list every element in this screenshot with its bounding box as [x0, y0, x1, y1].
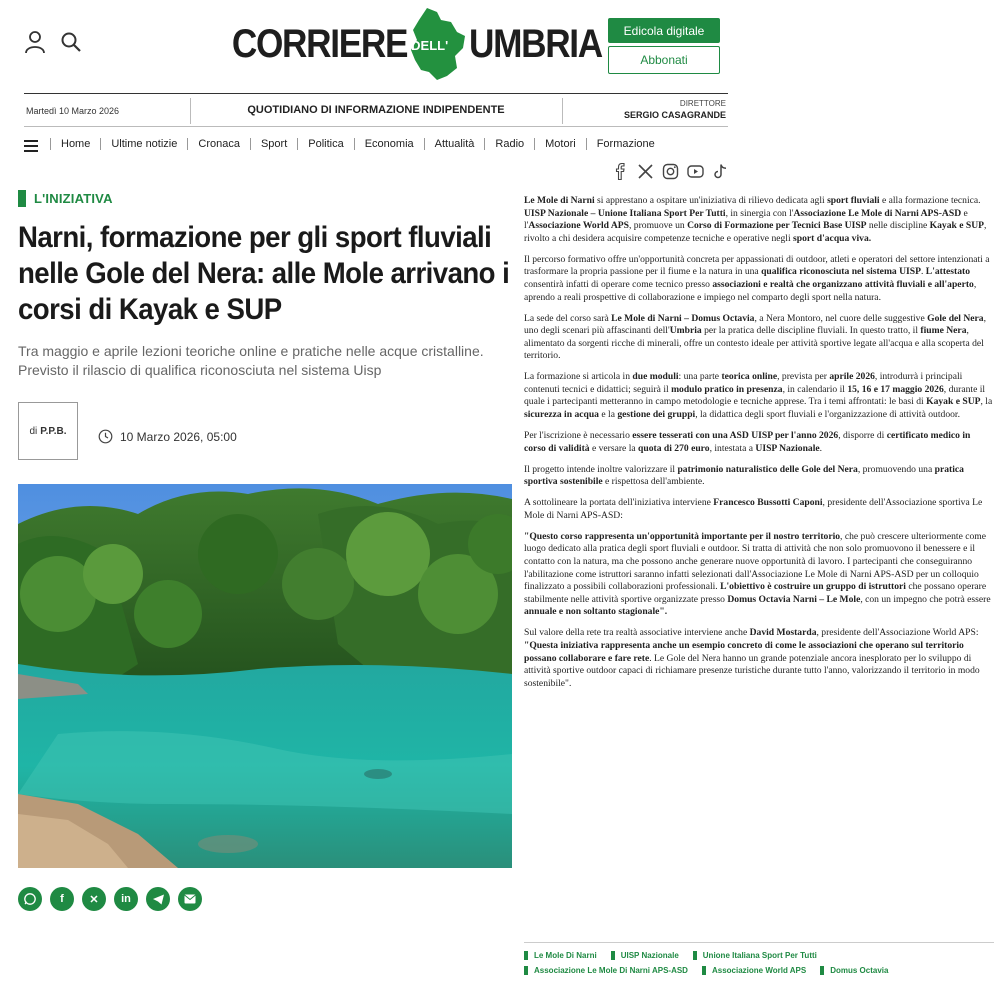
body-text: nelle discipline: [866, 220, 930, 232]
bold-text: UISP Nazionale: [755, 442, 820, 454]
body-text: si apprestano a ospitare un'iniziativa di rilievo dedicata agli: [594, 195, 828, 206]
whatsapp-icon[interactable]: [18, 887, 42, 911]
article-photo[interactable]: [18, 484, 512, 868]
body-text: , la: [980, 396, 993, 408]
body-text: , durante il quale i partecipanti metteranno in campo metodologie e tecniche apprese. Tra i temi affrontati: le basi di: [524, 383, 986, 408]
body-text: che possano operare stabilmente nelle attività sportive organizzate presso: [524, 581, 987, 605]
body-text: e alla formazione tecnica.: [879, 195, 981, 206]
tag-list: [524, 942, 994, 975]
body-text: Il percorso formativo offre un'opportunità concreta per appassionati di outdoor, atleti e operatori del settore intenzionati a trasformare la propria passione per il fiume e la natura in una: [524, 253, 990, 278]
bold-text: due moduli: [632, 371, 679, 383]
nav-item-radio[interactable]: Radio: [484, 138, 534, 150]
author-box[interactable]: [18, 402, 78, 460]
body-text: A sottolineare la portata dell'iniziativa interviene: [524, 497, 714, 509]
tag-link[interactable]: Domus Octavia: [820, 966, 888, 975]
nav-item-economia[interactable]: Economia: [354, 138, 424, 150]
bold-text: gestione dei gruppi: [617, 409, 696, 421]
body-text: , introdurrà i principali contenuti tecnici e didattici; seguirà il: [524, 371, 963, 395]
tagline: QUOTIDIANO DI INFORMAZIONE INDIPENDENTE: [247, 104, 505, 116]
body-text: , in sinergia con l': [725, 207, 794, 219]
body-text: , uno degli scenari più affascinanti dell': [524, 312, 987, 337]
body-text: , in calendario il: [782, 383, 848, 395]
facebook-icon[interactable]: f: [50, 887, 74, 911]
youtube-icon[interactable]: [687, 163, 704, 180]
body-text: , rivolto a chi desidera acquisire competenze tecniche e operative negli: [524, 220, 987, 244]
linkedin-icon[interactable]: in: [114, 887, 138, 911]
body-text: , aprendo a reali prospettive di collaborazione e impiego nel comparto degli sport nella natura.: [524, 278, 977, 303]
body-text: , a Nera Montoro, nel cuore delle suggestive: [754, 312, 928, 324]
umbria-shape-icon: [407, 6, 469, 82]
body-text: La formazione si articola in: [524, 371, 633, 383]
clock-icon: [98, 429, 113, 444]
body-text: Il progetto intende inoltre valorizzare il: [524, 463, 678, 475]
kicker-text: L'INIZIATIVA: [34, 191, 113, 206]
director-info: [624, 99, 726, 120]
publish-date-text: 10 Marzo 2026, 05:00: [120, 429, 237, 444]
article-paragraph: [524, 497, 994, 522]
body-text: Per l'iscrizione è necessario: [524, 430, 633, 442]
body-text: , prevista per: [777, 371, 830, 383]
bold-text: Associazione Le Mole di Narni APS-ASD: [793, 207, 962, 219]
article-kicker: [18, 190, 113, 207]
current-date: Martedì 10 Marzo 2026: [26, 106, 120, 116]
body-text: .: [819, 442, 823, 454]
body-text: : una parte: [678, 371, 722, 383]
bold-text: Francesco Bussotti Caponi: [713, 497, 823, 509]
body-text: e rispettosa dell'ambiente.: [602, 476, 705, 488]
body-text: .: [921, 266, 926, 278]
nav-item-politica[interactable]: Politica: [297, 138, 353, 150]
bold-text: Domus Octavia Narni – Le Mole: [727, 593, 861, 605]
info-bar: [24, 93, 728, 127]
director-name: SERGIO CASAGRANDE: [623, 110, 726, 120]
site-logo[interactable]: [208, 6, 620, 82]
article-body: [524, 195, 994, 699]
social-links: [612, 163, 729, 180]
article-paragraph: [524, 254, 994, 304]
body-text: . Le Gole del Nera hanno un grande potenziale ancora inesplorato per lo sviluppo di attività sportive outdoor capaci di richiamare presenze turistiche durante tutto l'anno, valorizzando il territorio in modo sostenibile".: [524, 652, 980, 689]
bold-text: fiume Nera: [920, 325, 967, 337]
kicker-bar: [18, 190, 26, 207]
body-text: La sede del corso sarà: [524, 312, 612, 324]
bold-text: quota di 270 euro: [638, 442, 710, 454]
body-text: , intestata a: [709, 442, 756, 454]
bold-text: aprile 2026: [829, 371, 875, 383]
edicola-digitale-button[interactable]: Edicola digitale: [608, 18, 720, 43]
nav-item-attualita[interactable]: Attualità: [424, 138, 485, 150]
user-icon[interactable]: [24, 30, 46, 54]
bold-text: UISP Nazionale – Unione Italiana Sport Per Tutti: [524, 207, 726, 219]
body-text: , promuove un: [628, 220, 688, 232]
nav-item-formazione[interactable]: Formazione: [586, 138, 665, 150]
main-nav: [24, 134, 744, 154]
body-text: , promuovendo una: [857, 463, 935, 475]
author-name: P.P.B.: [40, 425, 67, 437]
body-text: e versare la: [589, 442, 639, 454]
bold-text: Umbria: [669, 325, 702, 337]
site-header: [0, 0, 1000, 90]
search-icon[interactable]: [60, 31, 82, 53]
bold-text: "Questo corso rappresenta un'opportunità importante per il nostro territorio: [524, 530, 841, 542]
river-gorge-photo: [18, 484, 512, 868]
bold-text: Le Mole di Narni: [524, 195, 595, 206]
article-subtitle: Tra maggio e aprile lezioni teoriche online e pratiche nelle acque cristalline. Previsto il rilascio di qualifica riconosciuta nel sistema Uisp: [18, 343, 484, 378]
body-text: , presidente dell'Associazione sportiva Le Mole di Narni APS-ASD:: [524, 497, 983, 521]
x-icon[interactable]: [637, 163, 654, 180]
bold-text: "Questa iniziativa rappresenta anche un esempio concreto di come le associazioni che operano sul territorio possano collaborare e fare rete: [524, 639, 964, 664]
author-prefix: di: [29, 425, 38, 437]
bold-text: David Mostarda: [749, 627, 817, 639]
logo-word-dell: DELL': [411, 38, 449, 53]
body-text: , la didattica degli sport fluviali e l'organizzazione di attività outdoor.: [695, 409, 960, 421]
body-text: consentirà infatti di operare come tecnico presso: [524, 278, 713, 290]
body-text: e la: [598, 409, 618, 421]
body-text: , con un impegno che potrà essere: [860, 593, 991, 605]
body-text: per la pratica delle discipline fluviali. In questo tratto, il: [701, 325, 921, 337]
body-text: , presidente dell'Associazione World APS:: [816, 627, 979, 639]
article-paragraph: [524, 464, 994, 489]
tag-link[interactable]: UISP Nazionale: [611, 951, 679, 960]
bold-text: Gole del Nera: [927, 312, 984, 324]
bold-text: pratica sportiva sostenibile: [524, 463, 964, 488]
bold-text: L'attestato: [925, 266, 971, 278]
article-paragraph: [524, 627, 994, 690]
article-title: Narni, formazione per gli sport fluviali nelle Gole del Nera: alle Mole arrivano i corsi di Kayak e SUP: [18, 221, 510, 326]
bold-text: L'obiettivo è costruire un gruppo di istruttori: [720, 581, 906, 593]
logo-word-corriere: CORRIERE: [231, 21, 408, 66]
bold-text: essere tesserati con una ASD UISP per l'anno 2026: [632, 430, 839, 442]
director-label: DIRETTORE: [679, 99, 726, 108]
article-paragraph: [524, 195, 994, 245]
nav-item-cronaca[interactable]: Cronaca: [187, 138, 250, 150]
tag-link[interactable]: Associazione Le Mole Di Narni APS-ASD: [524, 966, 688, 975]
logo-word-umbria: UMBRIA: [469, 21, 603, 66]
facebook-icon[interactable]: [612, 163, 629, 180]
bold-text: teorica online: [721, 371, 778, 383]
bold-text: Kayak e SUP: [926, 396, 981, 408]
article-paragraph: [524, 371, 994, 421]
hamburger-menu-icon[interactable]: [24, 140, 38, 152]
bold-text: sport fluviali: [827, 195, 880, 206]
bold-text: Associazione World APS: [528, 220, 629, 232]
abbonati-button[interactable]: Abbonati: [608, 46, 720, 74]
bold-text: modulo pratico in presenza: [671, 383, 783, 395]
bold-text: annuale e non soltanto stagionale".: [524, 606, 668, 618]
article-paragraph: [524, 430, 994, 455]
tag-link[interactable]: Le Mole Di Narni: [524, 951, 597, 960]
article-paragraph: [524, 313, 994, 363]
article-paragraph: [524, 531, 994, 619]
body-text: , che può crescere ulteriormente come luogo dedicato alla pratica degli sport fluviali e outdoor. Si tratta di attività che non solo promuovono il benessere e il contatto con la natura, ma che possono anche generare nuove opportunità di lavoro. I partecipanti che conseguiranno l'abilitazione come istruttori saranno infatti selezionati dall'Associazione Le Mole di Narni APS-ASD per un colloquio finalizzato a possibili collaborazioni professionali.: [524, 530, 987, 593]
telegram-icon[interactable]: [146, 887, 170, 911]
bold-text: sicurezza in acqua: [524, 409, 599, 421]
email-icon[interactable]: [178, 887, 202, 911]
share-bar: [18, 887, 202, 911]
instagram-icon[interactable]: [662, 163, 679, 180]
bold-text: Kayak e SUP: [929, 220, 985, 232]
bold-text: patrimonio naturalistico delle Gole del Nera: [677, 463, 858, 475]
tiktok-icon[interactable]: [712, 163, 729, 180]
body-text: , alimentato da sorgenti ricche di minerali, offre un contesto ideale per attività sportive legate all'acqua e alla scoperta del territorio.: [524, 325, 984, 362]
nav-item-motori[interactable]: Motori: [534, 138, 586, 150]
body-text: e l': [524, 207, 968, 232]
bold-text: Le Mole di Narni – Domus Octavia: [611, 312, 755, 324]
body-text: Sul valore della rete tra realtà associative interviene anche: [524, 627, 750, 639]
nav-item-ultime-notizie[interactable]: Ultime notizie: [100, 138, 187, 150]
tag-link[interactable]: Associazione World APS: [702, 966, 806, 975]
bold-text: sport d'acqua viva.: [793, 232, 872, 244]
nav-item-home[interactable]: Home: [50, 138, 100, 150]
body-text: , disporre di: [838, 430, 887, 442]
publish-date: [98, 429, 237, 444]
tag-link[interactable]: Unione Italiana Sport Per Tutti: [693, 951, 817, 960]
x-icon[interactable]: ✕: [82, 887, 106, 911]
divider: [562, 98, 563, 124]
bold-text: certificato medico in corso di validità: [524, 430, 971, 454]
bold-text: 15, 16 e 17 maggio 2026: [847, 383, 944, 395]
bold-text: Corso di Formazione per Tecnici Base UISP: [687, 220, 867, 232]
bold-text: qualifica riconosciuta nel sistema UISP: [761, 266, 921, 278]
bold-text: associazioni e realtà che organizzano attività fluviali e all'aperto: [712, 278, 974, 290]
nav-item-sport[interactable]: Sport: [250, 138, 297, 150]
